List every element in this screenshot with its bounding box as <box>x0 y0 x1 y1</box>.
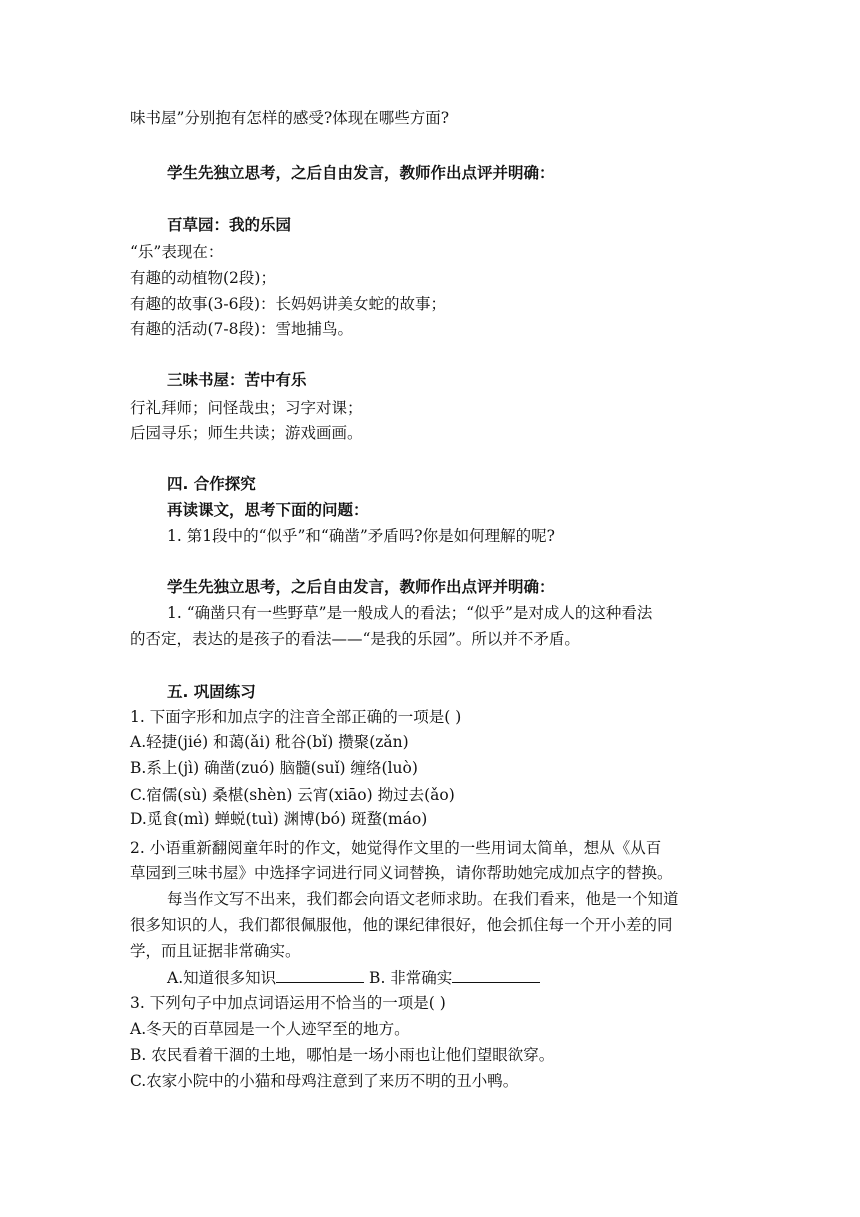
fill-blank-a-label: A.知道很多知识 <box>167 969 277 987</box>
fill-blank-row <box>167 968 540 988</box>
text-line: 有趣的故事(3-6段)：长妈妈讲美女蛇的故事； <box>130 295 447 313</box>
passage-line: 每当作文写不出来，我们都会向语文老师求助。在我们看来，他是一个知道 <box>167 890 679 908</box>
text-line: 后园寻乐；师生共读；游戏画画。 <box>130 424 363 442</box>
option-a: A.冬天的百草园是一个人迹罕至的地方。 <box>130 1020 410 1038</box>
question-continuation: 味书屋”分别抱有怎样的感受?体现在哪些方面? <box>130 109 450 127</box>
option-b: B. 农民看着干涸的土地，哪怕是一场小雨也让他们望眼欲穿。 <box>130 1046 555 1064</box>
fill-blank-b-label: B. 非常确实 <box>364 969 453 987</box>
fill-blank-b[interactable] <box>452 968 540 983</box>
section-heading-4: 四. 合作探究 <box>167 475 256 493</box>
option-c: C.农家小院中的小猫和母鸡注意到了来历不明的丑小鸭。 <box>130 1072 519 1090</box>
question-line: 1. 第1段中的“似乎”和“确凿”矛盾吗?你是如何理解的呢? <box>167 527 555 545</box>
option-d: D.觅食(mì) 蝉蜕(tuì) 渊博(bó) 斑蝥(máo) <box>130 810 428 828</box>
exercise-question-3: 3. 下列句子中加点词语运用不恰当的一项是( ) <box>130 994 446 1012</box>
section-heading-5: 五. 巩固练习 <box>167 683 256 701</box>
text-line: 行礼拜师；问怪哉虫；习字对课； <box>130 399 363 417</box>
exercise-question-2: 2. 小语重新翻阅童年时的作文，她觉得作文里的一些用词太简单，想从《从百 <box>130 839 662 857</box>
instruction-line: 再读课文，思考下面的问题： <box>167 501 369 519</box>
section-heading-baicaoyuan: 百草园：我的乐园 <box>167 216 292 234</box>
answer-line: 的否定，表达的是孩子的看法——“是我的乐园”。所以并不矛盾。 <box>130 630 580 648</box>
text-line: 有趣的活动(7-8段)：雪地捕鸟。 <box>130 320 354 338</box>
option-b: B.系上(jì) 确凿(zuó) 脑髓(suǐ) 缠络(luò) <box>130 759 418 777</box>
exercise-question-1: 1. 下面字形和加点字的注音全部正确的一项是( ) <box>130 708 462 726</box>
passage-line: 很多知识的人，我们都很佩服他，他的课纪律很好，他会抓住每一个开小差的同 <box>130 916 673 934</box>
teacher-instruction: 学生先独立思考，之后自由发言，教师作出点评并明确： <box>167 164 555 182</box>
exercise-question-2-cont: 草园到三味书屋》中选择字词进行同义词替换，请你帮助她完成加点字的替换。 <box>130 864 673 882</box>
text-line: 有趣的动植物(2段)； <box>130 269 276 287</box>
answer-line: 1. “确凿只有一些野草”是一般成人的看法；“似乎”是对成人的这种看法 <box>167 604 653 622</box>
passage-line: 学，而且证据非常确实。 <box>130 942 301 960</box>
teacher-instruction: 学生先独立思考，之后自由发言，教师作出点评并明确： <box>167 578 555 596</box>
option-a: A.轻捷(jié) 和蔼(ǎi) 秕谷(bǐ) 攒聚(zǎn) <box>130 733 409 751</box>
text-line: “乐”表现在： <box>130 243 224 261</box>
option-c: C.宿儒(sù) 桑椹(shèn) 云宵(xiāo) 拗过去(ǎo) <box>130 786 455 804</box>
section-heading-sanwei: 三味书屋：苦中有乐 <box>167 371 307 389</box>
fill-blank-a[interactable] <box>276 968 364 983</box>
